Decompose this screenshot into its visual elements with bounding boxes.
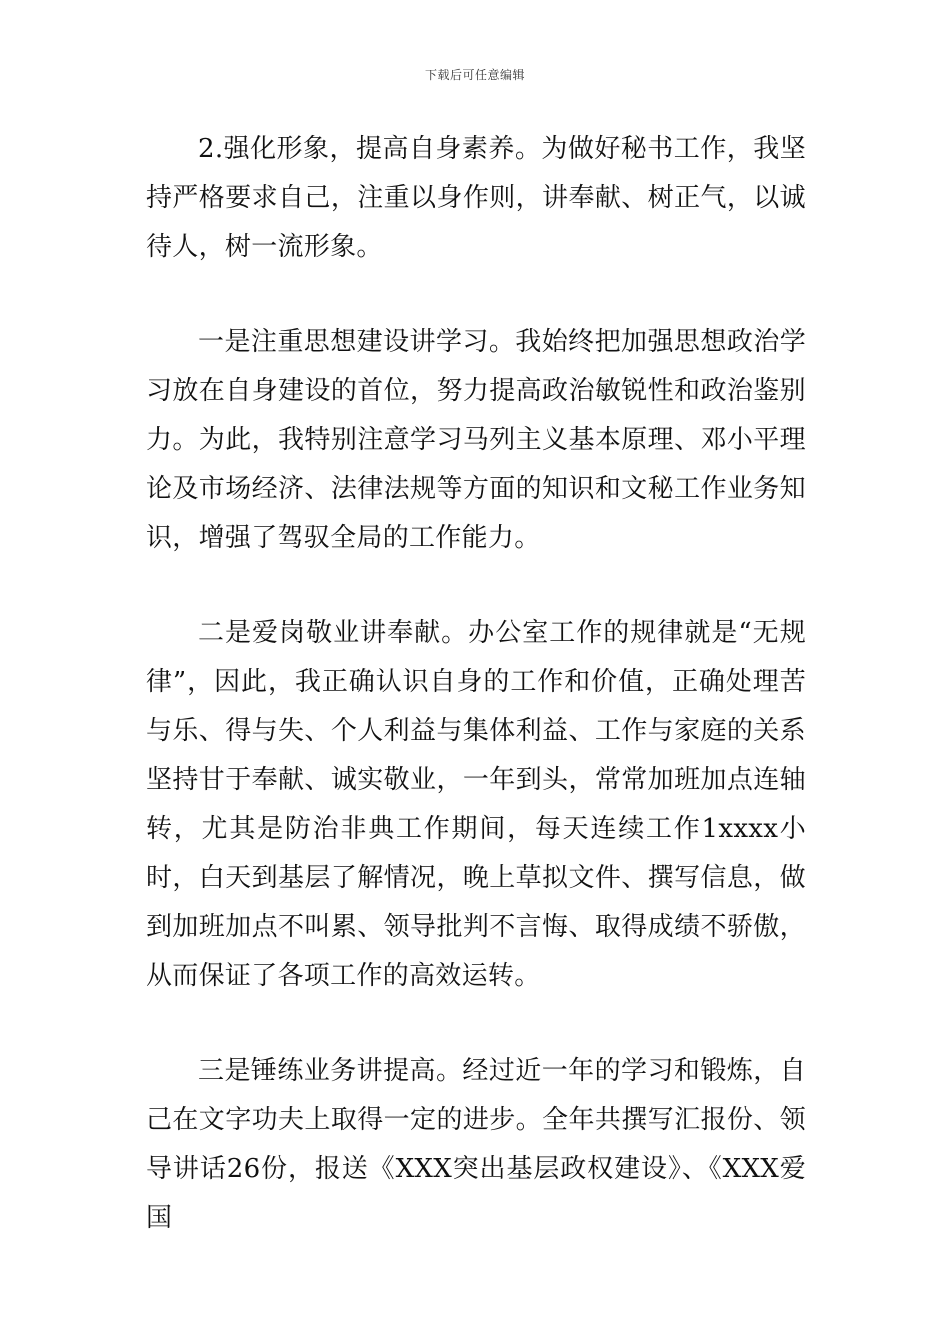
paragraph-ideological-study: 一是注重思想建设讲学习。我始终把加强思想政治学习放在自身建设的首位，努力提高政治敏锐性和政治鉴别力。为此，我特别注意学习马列主义基本原理、邓小平理论及市场经济、法律法规等方面的知识和文秘工作业务知识，增强了驾驭全局的工作能力。: [146, 327, 806, 553]
paragraph-dedication: 二是爱岗敬业讲奉献。办公室工作的规律就是“无规律”，因此，我正确认识自身的工作和价值，正确处理苦与乐、得与失、个人利益与集体利益、工作与家庭的关系坚持甘于奉献、诚实敬业，一年到头，常常加班加点连轴转，尤其是防治非典工作期间，每天连续工作1xxxx小时，白天到基层了解情况，晚上草拟文件、撰写信息，做到加班加点不叫累、领导批判不言悔、取得成绩不骄傲，从而保证了各项工作的高效运转。: [146, 618, 806, 991]
paragraph-skill-improvement: 三是锤练业务讲提高。经过近一年的学习和锻炼，自己在文字功夫上取得一定的进步。全年共撰写汇报份、领导讲话26份，报送《XXX突出基层政权建设》、《XXX爱国: [146, 1056, 806, 1233]
document-body: [146, 125, 806, 1243]
paragraph-strengthen-image: 2.强化形象，提高自身素养。为做好秘书工作，我坚持严格要求自己，注重以身作则，讲奉献、树正气，以诚待人，树一流形象。: [146, 134, 806, 262]
page-header-note: 下载后可任意编辑: [424, 68, 525, 82]
